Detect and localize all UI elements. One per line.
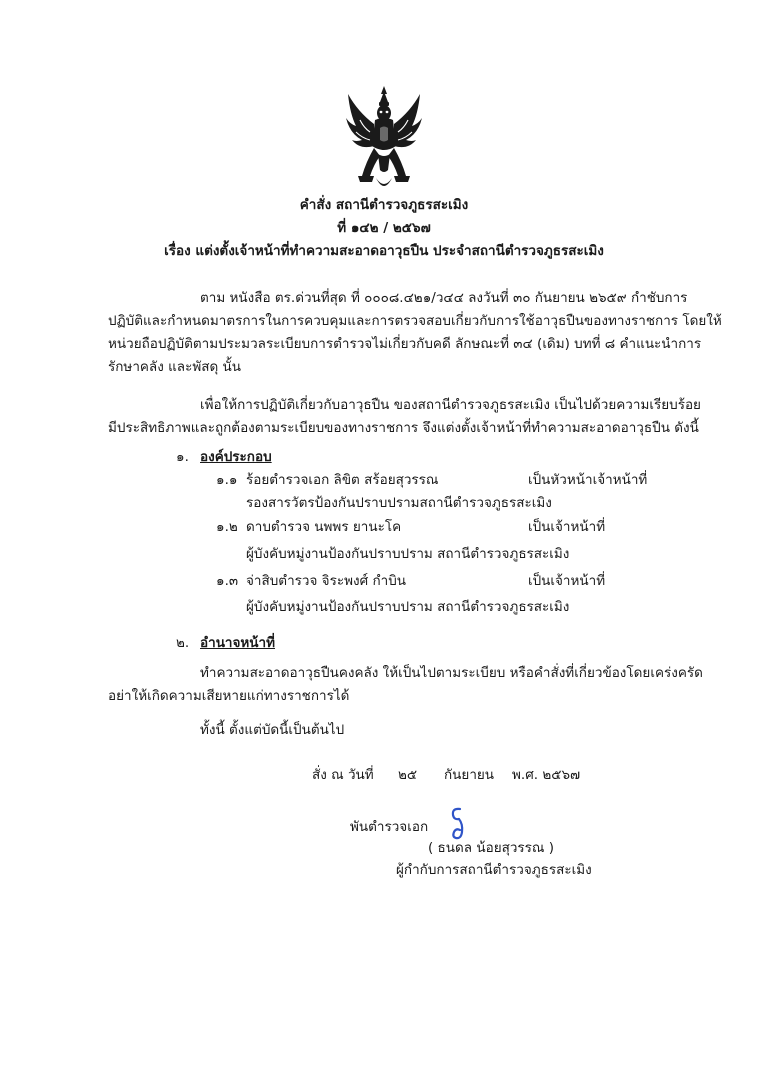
member-number: ๑.๑: [216, 472, 238, 488]
member-number: ๑.๒: [216, 519, 238, 535]
paragraph1-line3: หน่วยถือปฏิบัติตามประมวลระเบียบการตำรวจไม่เกี่ยวกับคดี ลักษณะที่ ๓๔ (เดิม) บทที่ ๘ คำแนะนำการ: [108, 336, 702, 352]
member-name: ร้อยตำรวจเอก ลิขิต สร้อยสุวรรณ: [246, 472, 439, 488]
member-role: เป็นเจ้าหน้าที่: [528, 573, 606, 589]
paragraph1-line2: ปฏิบัติและกำหนดมาตรการในการควบคุมและการตรวจสอบเกี่ยวกับการใช้อาวุธปืนของทางราชการ โดยให้: [108, 313, 722, 329]
signing-date-label: สั่ง ณ วันที่: [312, 767, 374, 783]
paragraph2-line1: เพื่อให้การปฏิบัติเกี่ยวกับอาวุธปืน ของสถานีตำรวจภูธรสะเมิง เป็นไปด้วยความเรียบร้อย: [200, 397, 701, 413]
signer-rank: พันตำรวจเอก: [350, 819, 429, 835]
member-role: เป็นหัวหน้าเจ้าหน้าที่: [528, 472, 648, 488]
section1-title: องค์ประกอบ: [200, 449, 272, 465]
member-name: จ่าสิบตำรวจ จิระพงศ์ กำบิน: [246, 573, 406, 589]
signing-day: ๒๕: [398, 767, 418, 783]
order-subject: เรื่อง แต่งตั้งเจ้าหน้าที่ทำความสะอาดอาวุธปืน ประจำสถานีตำรวจภูธรสะเมิง: [164, 243, 604, 259]
order-title: คำสั่ง สถานีตำรวจภูธรสะเมิง: [299, 197, 469, 213]
member-role: เป็นเจ้าหน้าที่: [528, 519, 606, 535]
member-position: ผู้บังคับหมู่งานป้องกันปราบปราม สถานีตำรวจภูธรสะเมิง: [246, 546, 570, 562]
paragraph1-line4: รักษาคลัง และพัสดุ นั้น: [108, 359, 241, 375]
section2-line1: ทำความสะอาดอาวุธปืนคงคลัง ให้เป็นไปตามระเบียบ หรือคำสั่งที่เกี่ยวข้องโดยเคร่งครัด: [200, 665, 703, 681]
garuda-emblem-icon: [344, 84, 424, 194]
section2-title: อำนาจหน้าที่: [200, 635, 276, 651]
member-name: ดาบตำรวจ นพพร ยานะโค: [246, 519, 402, 535]
signature-mark: [448, 806, 468, 842]
signing-month: กันยายน: [444, 767, 495, 783]
member-position: รองสารวัตรป้องกันปราบปรามสถานีตำรวจภูธรสะเมิง: [246, 495, 552, 511]
signer-position: ผู้กำกับการสถานีตำรวจภูธรสะเมิง: [396, 862, 592, 878]
signer-name: ( ธนดล น้อยสุวรรณ ): [428, 840, 555, 856]
section1-number: ๑.: [176, 449, 189, 465]
signing-year: พ.ศ. ๒๕๖๗: [512, 767, 581, 783]
effective-clause: ทั้งนี้ ตั้งแต่บัดนี้เป็นต้นไป: [200, 722, 345, 738]
order-number: ที่ ๑๔๒ / ๒๕๖๗: [337, 220, 431, 236]
member-number: ๑.๓: [216, 573, 239, 589]
paragraph2-line2: มีประสิทธิภาพและถูกต้องตามระเบียบของทางราชการ จึงแต่งตั้งเจ้าหน้าที่ทำความสะอาดอาวุธปืน ดังนี้: [108, 420, 699, 436]
member-position: ผู้บังคับหมู่งานป้องกันปราบปราม สถานีตำรวจภูธรสะเมิง: [246, 599, 570, 615]
section2-number: ๒.: [176, 635, 190, 651]
paragraph1-line1: ตาม หนังสือ ตร.ด่วนที่สุด ที่ ๐๐๐๘.๔๒๑/ว๔๔ ลงวันที่ ๓๐ กันยายน ๒๖๕๙ กำชับการ: [200, 290, 688, 306]
section2-line2: อย่าให้เกิดความเสียหายแก่ทางราชการได้: [108, 688, 350, 704]
